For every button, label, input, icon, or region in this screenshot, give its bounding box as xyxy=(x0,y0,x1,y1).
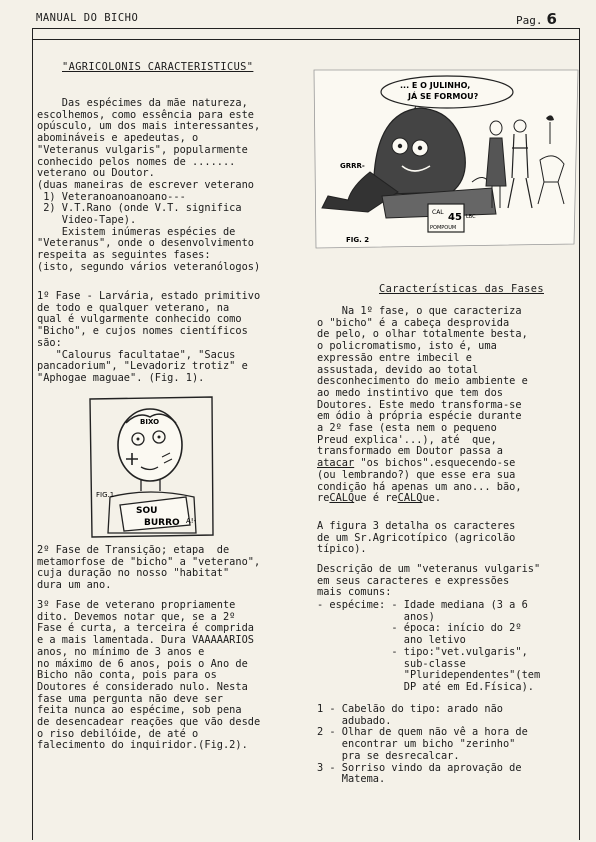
page-number-label xyxy=(516,10,557,28)
fig1-mark: A!- xyxy=(186,517,197,525)
right-list-specimen: - espécime: - Idade mediana (3 a 6 anos) - época: início do 2º ano letivo - tipo:"vet.vulgaris", sub-classe "Pluridependentes"(tem DP até em Ed.Física). xyxy=(317,599,541,693)
fig1-sign-line2: BURRO xyxy=(144,518,180,528)
left-section-title: "AGRICOLONIS CARACTERISTICUS" xyxy=(62,61,254,73)
figure-2-cartoon xyxy=(312,68,580,250)
word-mid: ue é re xyxy=(354,492,398,505)
left-paragraph-phase1: 1º Fase - Larvária, estado primitivo de todo e qualquer veterano, na qual é vulgarmente conhecido como "Bicho", e cujos nomes científicos são: "Calourus facultatae", "Sacus pancadorium", "Levadoriz trotiz" e "Aphogae maguae". (Fig. 1). xyxy=(37,290,261,384)
right-paragraph-phases-rest: "os bichos".esquecendo-se xyxy=(354,457,516,470)
fig2-speech-line1: ... E O JULINHO, xyxy=(400,81,471,90)
fig2-box-line3: POMPOUM xyxy=(430,225,457,231)
fig1-sign-line1: SOU xyxy=(136,506,158,516)
header-title: MANUAL DO BICHO xyxy=(36,12,139,24)
left-paragraph-intro: Das espécimes da mãe natureza, escolhemos, como essência para este opúsculo, um dos mais interessantes, abomináveis e apedeutas, o "Veteranus vulgaris", popularmente conhecido pelos nomes de ....... veterano ou Doutor. (duas maneiras de escrever veterano 1) Veteranoanoanoano--- 2) V.T.Rano (onde V.T. significa Video-Tape). Existem inúmeras espécies de "Veteranus", onde o desenvolvimento respeita as seguintes fases: (isto, segundo vários veteranólogos) xyxy=(37,97,261,273)
right-paragraph-phases-a: Na 1º fase, o que caracteriza o "bicho" é a cabeça desprovida de pelo, o olhar totalmente besta, o policromatismo, isto é, uma expressão entre imbecil e assustada, devido ao total desconhecimento do meio ambiente e ao medo instintivo que tem dos Doutores. Este medo transforma-se em ódio à própria espécie durante a 2º fase (esta nem o pequeno Preud explica'...), até que, transformado em Doutor passa a xyxy=(317,305,528,458)
fig2-box-line1: CAL xyxy=(432,209,444,216)
right-paragraph-figure3: A figura 3 detalha os caracteres de um Sr.Agricotípico (agricolão típico). xyxy=(317,520,516,556)
word-calq-2: CALQ xyxy=(397,492,423,505)
fig2-grr: GRRR- xyxy=(340,162,365,170)
page-label: Pag. xyxy=(516,14,543,27)
right-paragraph-phases-b: (ou lembrando?) que esse era sua condição há apenas um ano... bão, xyxy=(317,468,522,493)
right-list-traits: 1 - Cabelão do tipo: arado não adubado. 2 - Olhar de quem não vê a hora de encontrar um bicho "zerinho" pra se desrecalcar. 3 - Sorriso vindo da aprovação de Matema. xyxy=(317,703,528,786)
fig1-label: FIG.1 xyxy=(96,491,115,499)
fig2-box-side: LBC xyxy=(466,214,476,220)
left-paragraph-phase2: 2º Fase de Transição; etapa de metamorfose de "bicho" a "veterano", cuja duração no nosso "habitat" dura um ano. xyxy=(37,544,261,592)
page-number: 6 xyxy=(546,10,557,28)
word-atacar: atacar xyxy=(317,457,355,470)
fig2-box-line2: 45 xyxy=(448,212,462,223)
fig2-speech-line2: JÁ SE FORMOU? xyxy=(408,92,479,101)
right-paragraph-phases xyxy=(317,306,528,505)
figure-1-cartoon xyxy=(86,393,216,539)
header-rule xyxy=(32,39,580,40)
word-re-1: re xyxy=(317,492,330,505)
fig2-label: FIG. 2 xyxy=(346,236,370,244)
left-paragraph-phase3: 3º Fase de veterano propriamente dito. Devemos notar que, se a 2º Fase é curta, a terceira é comprida e a mais lamentada. Dura VAAAAARIOS anos, no mínimo de 3 anos e no máximo de 6 anos, pois o Ano de Bicho não conta, pois para os Doutores é considerado nulo. Nesta fase uma pergunta não deve ser feita nunca ao espécime, sob pena de desencadear reações que vão desde o riso debilóide, de até o falecimento do inquiridor.(Fig.2). xyxy=(37,599,261,752)
fig1-cap-text: BIXO xyxy=(140,418,160,426)
word-end: ue. xyxy=(422,492,442,505)
right-paragraph-description: Descrição de um "veteranus vulgaris" em seus caracteres e expressões mais comuns: xyxy=(317,563,541,599)
right-section-title: Características das Fases xyxy=(379,283,544,295)
word-calq-1: CALQ xyxy=(329,492,355,505)
